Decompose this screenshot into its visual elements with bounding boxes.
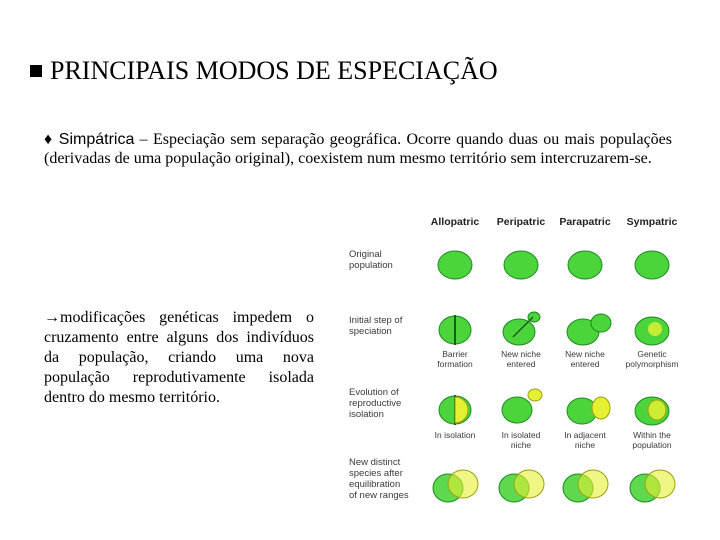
population-oval [635,251,669,279]
row-label-3-line-1: Evolution of [349,387,399,398]
row-label-1-line-1: Original [349,249,382,260]
caption-2-3-line-2: entered [570,359,600,369]
caption-2-4-line-1: Genetic [637,349,667,359]
caption-3-2-line-2: niche [510,440,532,450]
isolated-population [528,389,542,401]
title-text: PRINCIPAIS MODOS DE ESPECIAÇÃO [50,56,498,85]
subpopulation [648,400,666,420]
caption-2-3-line-1: New niche [565,349,605,359]
adjacent-population [591,314,611,332]
caption-3-2-line-1: In isolated [501,430,541,440]
caption-2-2-line-1: New niche [501,349,541,359]
new-species-yellow [578,470,608,498]
row-label-4-line-1: New distinct [349,457,401,468]
population-oval [438,251,472,279]
intro-paragraph [44,130,672,168]
square-bullet-icon [30,65,42,77]
row-label-4-line-2: species after [349,468,403,479]
caption-3-4-line-2: population [632,440,672,450]
side-note: →modificações genéticas impedem o cruzamento entre alguns dos indivíduos da população, criando uma nova população reprodutivamente isolada dentro do mesmo território. [44,309,314,406]
column-header-peripatric: Peripatric [496,216,546,228]
speciation-figure [318,205,718,525]
new-species-yellow [448,470,478,498]
caption-2-4-line-2: polymorphism [625,359,679,369]
polymorphism-spot [648,322,662,336]
adjacent-population [592,397,610,419]
diamond-bullet-icon: ♦ [44,131,54,148]
caption-2-2-line-2: entered [506,359,536,369]
caption-3-3-line-1: In adjacent [564,430,606,440]
row-label-3-line-3: isolation [349,409,384,420]
caption-3-4-line-1: Within the [633,430,671,440]
column-header-allopatric: Allopatric [430,216,480,228]
column-header-parapatric: Parapatric [559,216,611,228]
intro-term: Simpátrica [58,131,135,148]
intro-text: – Especiação sem separação geográfica. Ocorre quando duas ou mais populações (derivadas de uma população original), coexistem num mesmo território sem intercruzarem-se. [44,131,673,167]
population-oval [504,251,538,279]
caption-3-1-line-1: In isolation [434,430,476,440]
row-label-4-line-4: of new ranges [349,490,409,501]
caption-2-1-line-2: formation [437,359,473,369]
population-oval [502,397,532,423]
new-species-yellow [514,470,544,498]
row-label-1-line-2: population [349,260,393,271]
row-label-3-line-2: reproductive [349,398,402,409]
population-oval [568,251,602,279]
row-label-4-line-3: equilibration [349,479,401,490]
column-header-sympatric: Sympatric [626,216,678,228]
row-label-2-line-1: Initial step of [349,315,403,326]
new-species-yellow [645,470,675,498]
caption-2-1-line-1: Barrier [442,349,468,359]
slide-title [30,56,498,86]
caption-3-3-line-2: niche [574,440,596,450]
row-label-2-line-2: speciation [349,326,392,337]
